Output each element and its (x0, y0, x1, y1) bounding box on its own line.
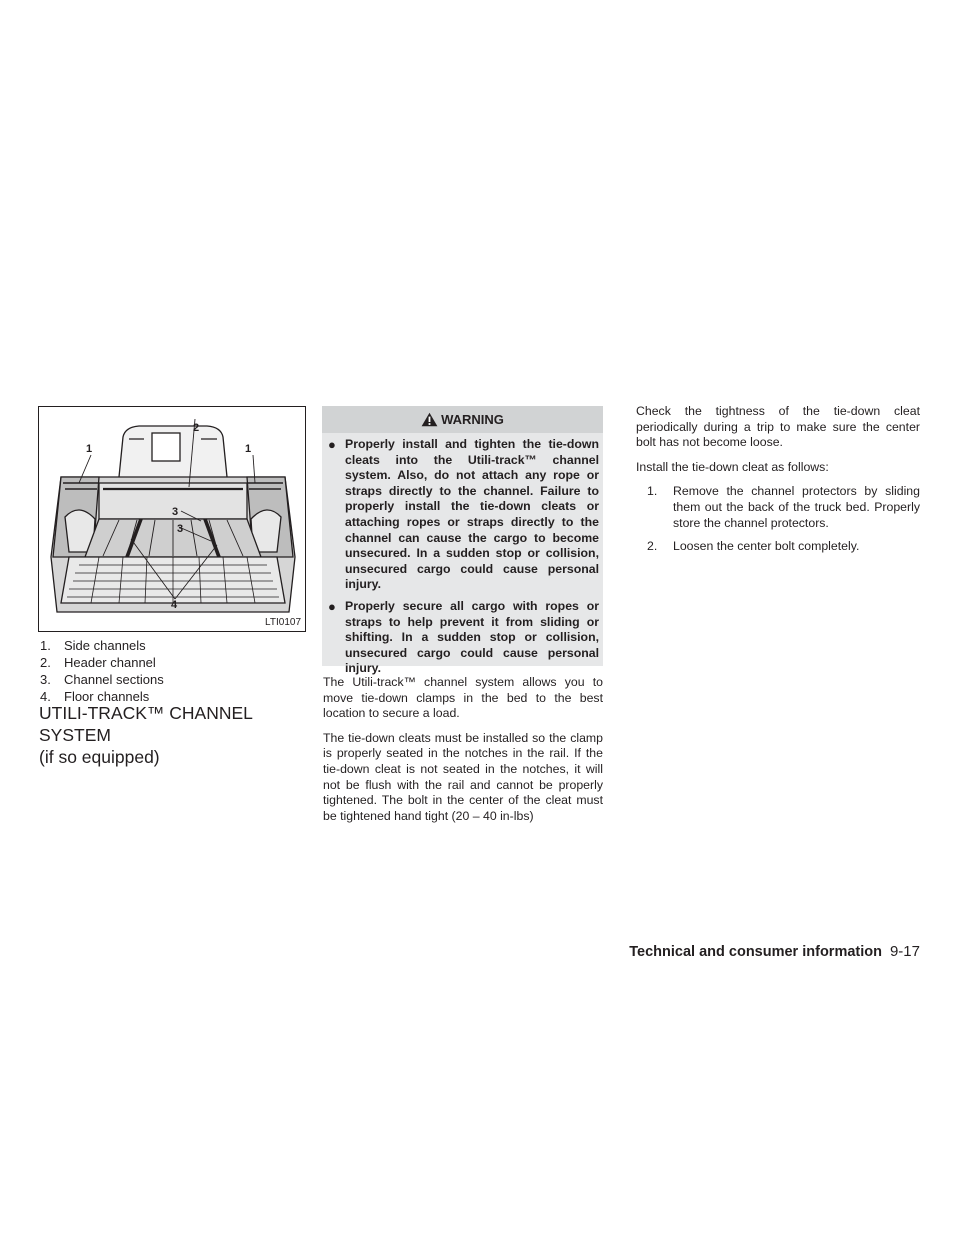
bullet-icon: ● (328, 437, 336, 452)
callout-channel-section-a: 3 (172, 506, 179, 518)
legend-number: 1. (40, 638, 51, 653)
figure-code: LTI0107 (265, 617, 301, 628)
paragraph-intro: The Utili-track™ channel system allows you to move tie-down clamps in the bed to the best location to secure a load. (323, 675, 603, 721)
step-number: 2. (647, 539, 658, 554)
step-number: 1. (647, 484, 658, 499)
legend-number: 2. (40, 655, 51, 670)
warning-box (322, 406, 603, 676)
legend-item (40, 654, 310, 671)
callout-side-channel-right: 1 (245, 443, 252, 455)
legend-text: Floor channels (64, 689, 150, 704)
warning-title: WARNING (441, 412, 504, 427)
warning-text: Properly secure all cargo with ropes or straps to help prevent it from sliding or shifting. In a sudden stop or collision, unsecured cargo could cause personal injury. (345, 598, 599, 676)
bullet-icon: ● (328, 598, 336, 614)
step-text: Remove the channel protectors by sliding them out the back of the truck bed. Properly store the channel protectors. (673, 484, 920, 530)
callout-channel-section-b: 3 (177, 523, 184, 535)
paragraph-install-lead: Install the tie-down cleat as follows: (636, 459, 829, 474)
section-title-line2: (if so equipped) (39, 747, 160, 767)
warning-triangle-icon (421, 412, 438, 427)
footer-section-name: Technical and consumer information (629, 944, 882, 960)
page-footer (629, 943, 920, 961)
warning-item (328, 599, 599, 677)
warning-list (322, 433, 603, 677)
step-text: Loosen the center bolt completely. (673, 539, 860, 554)
legend-text: Channel sections (64, 672, 164, 687)
step-item (636, 539, 920, 555)
page-number: 9-17 (889, 943, 920, 960)
callout-side-channel-left: 1 (86, 443, 93, 455)
section-title-line1: UTILI-TRACK™ CHANNEL SYSTEM (39, 703, 253, 745)
legend-text: Side channels (64, 638, 146, 653)
warning-text: Properly install and tighten the tie-down cleats into the Utili-track™ channel system. Also, do not attach any rope or straps directly to the channel. Failure to properly install the tie-down cleats or attaching ropes or straps directly to the channel can cause the cargo to become unsecured. In a sudden stop or collision, unsecured cargo could cause personal injury. (345, 437, 599, 592)
callout-header-channel: 2 (193, 422, 200, 434)
warning-header (322, 406, 603, 433)
callout-floor-channels: 4 (171, 599, 178, 611)
paragraph-installation: The tie-down cleats must be installed so the clamp is properly seated in the notches in the rail. If the tie-down cleat is not seated in the notches, it will not be flush with the rail and cannot be properly tightened. The bolt in the center of the cleat must be tightened hand tight (20 – 40 in-lbs) (323, 730, 603, 823)
legend-item (40, 637, 310, 654)
step-item (636, 484, 920, 531)
legend-text: Header channel (64, 655, 156, 670)
legend-number: 4. (40, 689, 51, 704)
paragraph-check: Check the tightness of the tie-down cleat periodically during a trip to make sure the center bolt has not become loose. (636, 404, 920, 450)
figure-legend (40, 637, 310, 705)
body-column-right (636, 404, 920, 563)
legend-item (40, 671, 310, 688)
warning-item (328, 437, 599, 593)
section-title (39, 702, 311, 768)
truck-bed-illustration (38, 406, 306, 632)
install-steps (636, 484, 920, 554)
body-column-middle (323, 675, 603, 833)
legend-number: 3. (40, 672, 51, 687)
